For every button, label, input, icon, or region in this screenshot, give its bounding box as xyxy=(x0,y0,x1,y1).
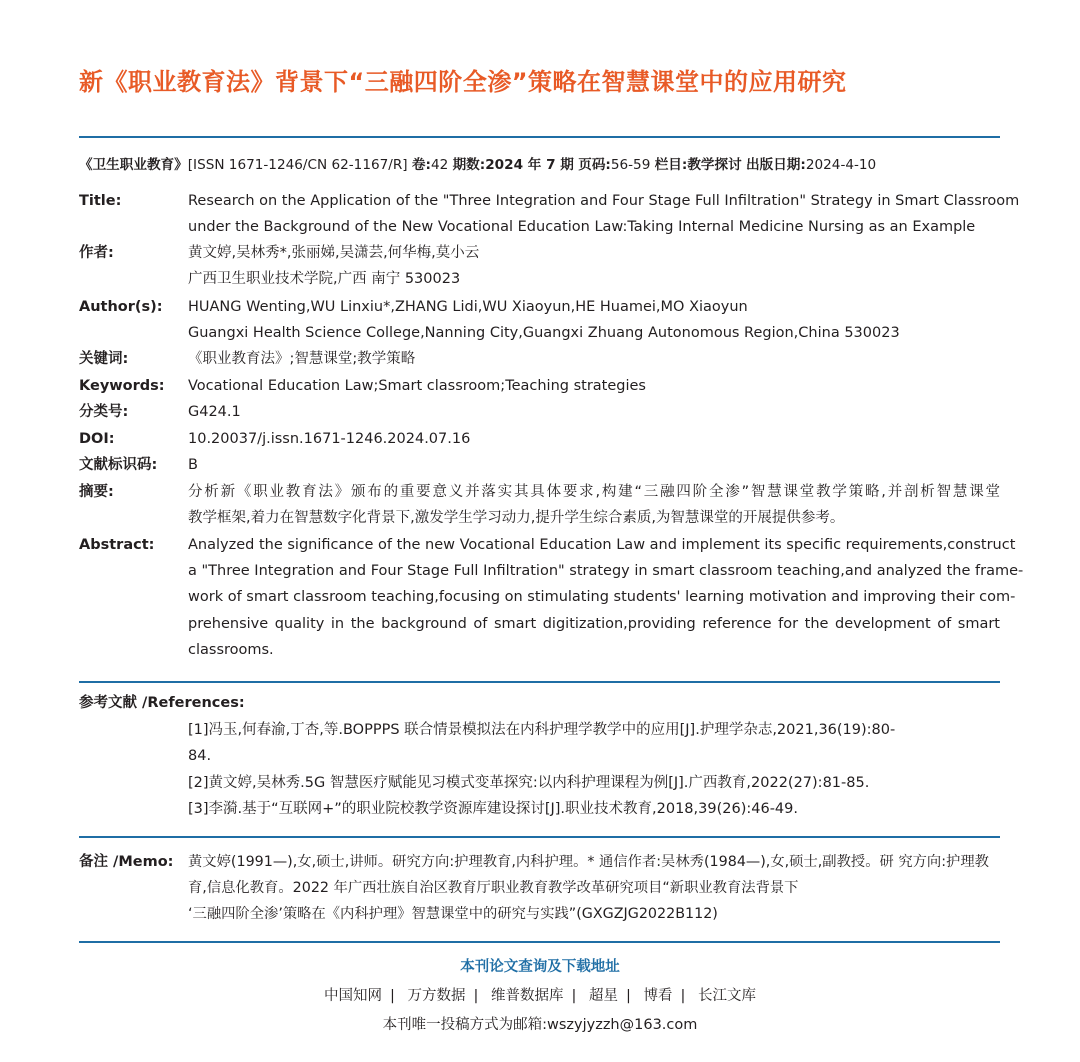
memo-divider xyxy=(79,836,1000,838)
issue: 2024 年 7 期 xyxy=(485,157,574,173)
abstract-en-line: prehensive quality in the background of smart digitization,providing reference for the development of smart xyxy=(188,615,1000,632)
database-link[interactable]: 长江文库 xyxy=(698,988,756,1004)
en-title-line: Research on the Application of the "Three Integration and Four Stage Full Infiltration" Strategy in Smart Classroom xyxy=(188,193,1020,209)
abstract-en-label: Abstract: xyxy=(79,537,155,553)
keywords-en: Vocational Education Law;Smart classroom;Teaching strategies xyxy=(188,378,646,394)
affiliation-en: Guangxi Health Science College,Nanning City,Guangxi Zhuang Autonomous Region,China 530023 xyxy=(188,325,900,342)
separator: | xyxy=(626,988,631,1004)
submission-email: 本刊唯一投稿方式为邮箱:wszyjyzzh@163.com xyxy=(382,1017,698,1033)
top-divider xyxy=(79,136,1000,138)
volume-label: 卷: xyxy=(411,157,431,173)
doi: 10.20037/j.issn.1671-1246.2024.07.16 xyxy=(188,431,471,447)
pages: 56-59 xyxy=(610,157,651,173)
memo-label: 备注 /Memo: xyxy=(79,854,174,870)
authors-en-label: Author(s): xyxy=(79,299,163,315)
authors-en-block xyxy=(188,294,1000,346)
class-label: 分类号: xyxy=(79,404,129,420)
article-title: 新《职业教育法》背景下“三融四阶全渗”策略在智慧课堂中的应用研究 xyxy=(79,68,847,96)
reference-line: [3]李漪.基于“互联网+”的职业院校教学资源库建设探讨[J].职业技术教育,2018,39(26):46-49. xyxy=(188,801,798,818)
abstract-en-line: Analyzed the significance of the new Vocational Education Law and implement its specific requirements,construct xyxy=(188,537,1016,553)
abstract-en xyxy=(188,532,1024,663)
pub-date: 2024-4-10 xyxy=(805,157,877,173)
authors-block xyxy=(188,240,1000,292)
reference-list xyxy=(188,717,1000,823)
volume: 42 xyxy=(430,157,449,173)
separator: | xyxy=(390,988,395,1004)
abstract-en-line: a "Three Integration and Four Stage Full Infiltration" strategy in smart classroom teaching,and analyzed the frame- xyxy=(188,563,1024,580)
separator: | xyxy=(571,988,577,1004)
keywords-cn-label: 关键词: xyxy=(79,351,129,367)
doccode-label: 文献标识码: xyxy=(79,457,158,473)
footer-divider xyxy=(79,941,1000,943)
abstract-cn xyxy=(188,479,1000,531)
reference-line: 84. xyxy=(188,748,212,765)
authors-en: HUANG Wenting,WU Linxiu*,ZHANG Lidi,WU Xiaoyun,HE Huamei,MO Xiaoyun xyxy=(188,299,748,315)
journal-name: 《卫生职业教育》 xyxy=(79,157,188,173)
abstract-cn-label: 摘要: xyxy=(79,484,114,500)
memo-line: 究方向:护理教育,信息化教育。2022 年广西壮族自治区教育厅职业教育教学改革研究项目“新职业教育法背景下 xyxy=(188,854,989,896)
abstract-en-line: classrooms. xyxy=(188,641,274,658)
memo-line: ‘三融四阶全渗’策略在《内科护理》智慧课堂中的研究与实践”(GXGZJG2022B112) xyxy=(188,906,718,922)
en-title-line: under the Background of the New Vocational Education Law:Taking Internal Medicine Nursing as an Example xyxy=(188,219,976,236)
authors-label: 作者: xyxy=(79,245,114,261)
doi-label: DOI: xyxy=(79,431,115,447)
class-number: G424.1 xyxy=(188,404,241,420)
database-link[interactable]: 中国知网 xyxy=(324,988,382,1004)
memo-text xyxy=(188,849,1000,927)
references-divider xyxy=(79,681,1000,683)
citation-line xyxy=(79,153,1000,173)
reference-line: [1]冯玉,何春渝,丁杏,等.BOPPPS 联合情景模拟法在内科护理学教学中的应用[J].护理学杂志,2021,36(19):80- xyxy=(188,722,896,738)
authors: 黄文婷,吴林秀*,张丽娣,吴潇芸,何华梅,莫小云 xyxy=(188,245,480,261)
database-link[interactable]: 超星 xyxy=(589,988,618,1004)
database-link[interactable]: 维普数据库 xyxy=(491,988,564,1004)
database-list xyxy=(0,984,1080,1005)
date-label: 出版日期: xyxy=(746,157,806,173)
doccode: B xyxy=(188,457,198,473)
keywords-en-label: Keywords: xyxy=(79,378,165,394)
issue-label: 期数: xyxy=(452,157,486,173)
abstract-cn-line: 教学框架,着力在智慧数字化背景下,激发学生学习动力,提升学生综合素质,为智慧课堂的开展提供参考。 xyxy=(188,510,845,527)
en-title-label: Title: xyxy=(79,193,122,209)
issn: [ISSN 1671-1246/CN 62-1167/R] xyxy=(187,157,408,173)
keywords-cn: 《职业教育法》;智慧课堂;教学策略 xyxy=(188,351,416,367)
pages-label: 页码: xyxy=(578,157,611,173)
separator: | xyxy=(680,988,686,1004)
footer-heading: 本刊论文查询及下载地址 xyxy=(460,959,620,975)
memo-line: 黄文婷(1991—),女,硕士,讲师。研究方向:护理教育,内科护理。* 通信作者:吴林秀(1984—),女,硕士,副教授。研 xyxy=(188,854,894,870)
references-label: 参考文献 /References: xyxy=(79,695,245,711)
database-link[interactable]: 万方数据 xyxy=(407,988,466,1004)
affiliation: 广西卫生职业技术学院,广西 南宁 530023 xyxy=(188,271,461,288)
column: 教学探讨 xyxy=(687,157,742,173)
separator: | xyxy=(473,988,479,1004)
en-title xyxy=(188,188,1020,240)
database-link[interactable]: 博看 xyxy=(643,988,673,1004)
reference-line: [2]黄文婷,吴林秀.5G 智慧医疗赋能见习模式变革探究:以内科护理课程为例[J].广西教育,2022(27):81-85. xyxy=(188,774,870,791)
abstract-cn-line: 分析新《职业教育法》颁布的重要意义并落实其具体要求,构建“三融四阶全渗”智慧课堂教学策略,并剖析智慧课堂 xyxy=(188,484,1000,500)
column-label: 栏目: xyxy=(654,157,688,173)
abstract-en-line: work of smart classroom teaching,focusing on stimulating students' learning motivation and improving their com- xyxy=(188,589,1016,606)
